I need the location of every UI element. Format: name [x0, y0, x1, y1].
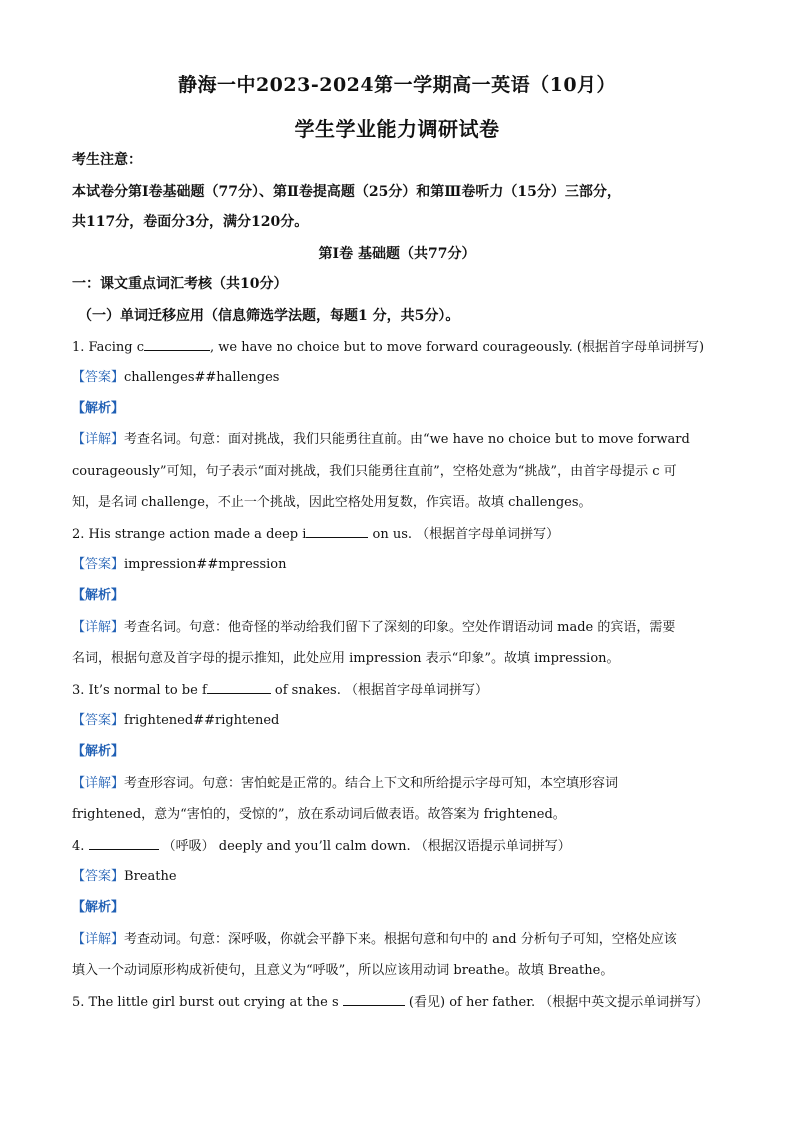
answer-value: frightened##rightened: [124, 713, 280, 728]
detail-4-line-1: [72, 930, 732, 950]
detail-3-line-2: frightened，意为“害怕的，受惊的”，放在系动词后做表语。故答案为 frightened。: [72, 807, 566, 822]
answer-row-3: [72, 711, 732, 731]
question-2: [72, 524, 732, 545]
detail-label: 【详解】: [72, 776, 125, 791]
detail-label: 【详解】: [72, 932, 125, 947]
analysis-label: 【解析】: [72, 744, 125, 759]
question-5: [72, 992, 732, 1013]
question-text-post: of snakes. （根据首字母单词拼写）: [270, 683, 488, 698]
answer-value: Breathe: [124, 869, 177, 884]
analysis-row-4: [72, 898, 732, 918]
detail-text: 考查名词。句意：面对挑战，我们只能勇往直前。由“we have no choice but to move forward: [124, 432, 690, 447]
detail-3-line-1: [72, 774, 732, 794]
question-text-post: (看见) of her father. （根据中英文提示单词拼写）: [404, 995, 709, 1010]
answer-blank: [207, 680, 271, 694]
answer-label: 【答案】: [72, 557, 125, 572]
answer-row-1: [72, 368, 732, 388]
question-text-post: （呼吸） deeply and you’ll calm down. （根据汉语提示单词拼写）: [158, 839, 571, 854]
question-4: [72, 836, 732, 857]
part-title: 一：课文重点词汇考核（共10分）: [72, 276, 288, 292]
answer-label: 【答案】: [72, 370, 125, 385]
detail-label: 【详解】: [72, 620, 125, 635]
detail-4-line-2: 填入一个动词原形构成祈使句，且意义为“呼吸”，所以应该用动词 breathe。故填 Breathe。: [72, 963, 614, 978]
detail-2-line-1: [72, 618, 732, 638]
detail-label: 【详解】: [72, 432, 125, 447]
detail-text: 考查形容词。句意：害怕蛇是正常的。结合上下文和所给提示字母可知，本空填形容词: [124, 776, 619, 791]
answer-blank: [89, 836, 159, 850]
question-text-pre: 2. His strange action made a deep i: [72, 527, 307, 542]
question-text-pre: 3. It’s normal to be f: [72, 683, 207, 698]
question-text-pre: 4.: [72, 839, 89, 854]
notice-line-1: 本试卷分第Ⅰ卷基础题（77分）、第Ⅱ卷提高题（25分）和第Ⅲ卷听力（15分）三部分，: [72, 184, 621, 200]
answer-row-2: [72, 555, 732, 575]
analysis-row-3: [72, 742, 732, 762]
analysis-label: 【解析】: [72, 900, 125, 915]
detail-2-line-2: 名词，根据句意及首字母的提示推知，此处应用 impression 表示“印象”。故填 impression。: [72, 651, 620, 666]
answer-row-4: [72, 867, 732, 887]
notice-heading: 考生注意：: [72, 152, 142, 168]
detail-text: 考查名词。句意：他奇怪的举动给我们留下了深刻的印象。空处作谓语动词 made 的宾语，需要: [124, 620, 676, 635]
page-title: 静海一中2023-2024第一学期高一英语（10月）: [177, 74, 617, 96]
analysis-label: 【解析】: [72, 401, 125, 416]
answer-value: challenges##hallenges: [124, 370, 280, 385]
analysis-row-2: [72, 586, 732, 606]
question-text-pre: 1. Facing c: [72, 340, 144, 355]
sub-title: （一）单词迁移应用（信息筛选学法题，每题1 分，共5分）。: [78, 308, 460, 324]
notice-line-2: 共117分，卷面分3分，满分120分。: [72, 214, 309, 230]
answer-label: 【答案】: [72, 869, 125, 884]
answer-blank: [306, 524, 368, 538]
answer-label: 【答案】: [72, 713, 125, 728]
answer-blank: [343, 992, 405, 1006]
question-text-pre: 5. The little girl burst out crying at the s: [72, 995, 343, 1010]
detail-1-line-1: [72, 430, 732, 450]
question-1: [72, 337, 732, 358]
page-subtitle: 学生学业能力调研试卷: [294, 117, 500, 141]
answer-blank: [144, 337, 210, 351]
question-3: [72, 680, 732, 701]
section-title: 第Ⅰ卷 基础题（共77分）: [318, 246, 476, 262]
detail-1-line-3: 知，是名词 challenge，不止一个挑战，因此空格处用复数，作宾语。故填 challenges。: [72, 495, 592, 510]
analysis-row-1: [72, 399, 732, 419]
question-text-post: , we have no choice but to move forward courageously. (根据首字母单词拼写): [209, 340, 705, 355]
detail-1-line-2: courageously”可知，句子表示“面对挑战，我们只能勇往直前”，空格处意为“挑战”，由首字母提示 c 可: [72, 464, 677, 479]
answer-value: impression##mpression: [124, 557, 287, 572]
analysis-label: 【解析】: [72, 588, 125, 603]
detail-text: 考查动词。句意：深呼吸，你就会平静下来。根据句意和句中的 and 分析句子可知，空格处应该: [124, 932, 677, 947]
question-text-post: on us. （根据首字母单词拼写）: [368, 527, 560, 542]
